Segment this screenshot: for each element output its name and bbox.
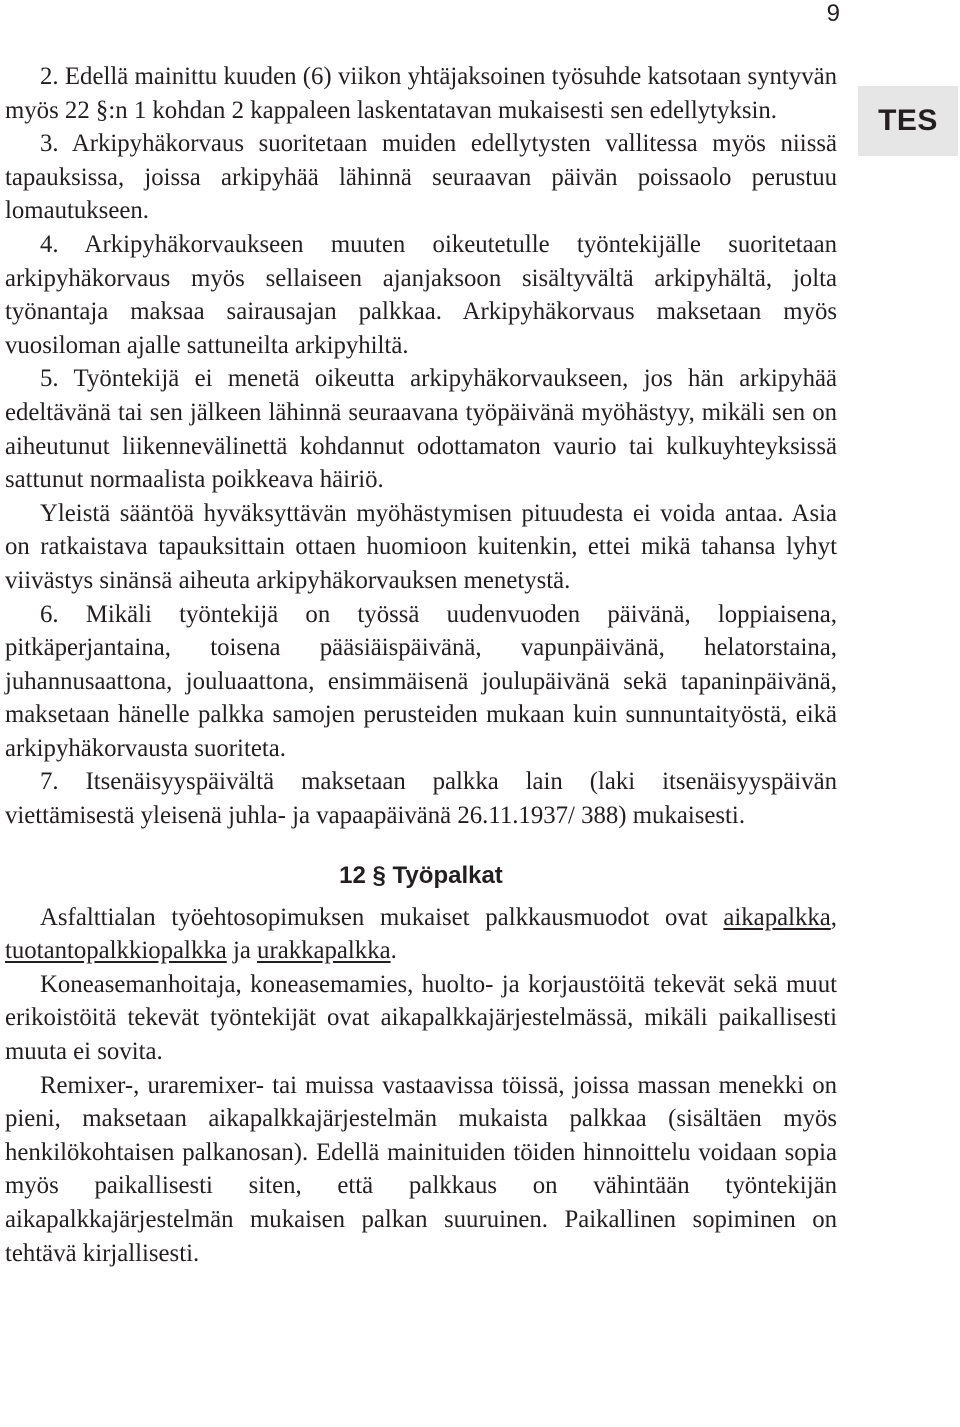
intro-text: Asfalttialan työehtosopimuksen mukaiset palkkausmuodot ovat xyxy=(40,903,724,931)
intro-separator-2: ja xyxy=(226,937,258,965)
term-tuotantopalkkiopalkka: tuotantopalkkiopalkka xyxy=(5,937,227,965)
paragraph-5: 5. Työntekijä ei menetä oikeutta arkipyhäkorvaukseen, jos hän arkipyhää edeltävänä tai sen jälkeen lähinnä seuraavana työpäivänä myöhästyy, mikäli sen on aiheutunut liikennevälinettä kohdannut odottamaton vaurio tai kulkuyhteyksissä sattunut normaalista poikkeava häiriö. xyxy=(5,365,837,494)
section-tab-label: TES xyxy=(858,86,958,156)
term-aikapalkka: aikapalkka xyxy=(723,903,831,931)
document-body xyxy=(5,60,837,1270)
paragraph-2: 2. Edellä mainittu kuuden (6) viikon yhtäjaksoinen työsuhde katsotaan syntyvän myös 22 §:n 1 kohdan 2 kappaleen laskentatavan mukaisesti sen edellytyksin. xyxy=(5,63,837,124)
page-number: 9 xyxy=(826,0,840,27)
intro-end: . xyxy=(390,937,397,965)
paragraph-6: 6. Mikäli työntekijä on työssä uudenvuoden päivänä, loppiaisena, pitkäperjantaina, toisena pääsiäispäivänä, vapunpäivänä, helatorstaina, juhannusaattona, jouluaattona, ensimmäisenä joulupäivänä sekä tapaninpäivänä, maksetaan hänelle palkka samojen perusteiden mukaan kuin sunnuntaityöstä, eikä arkipyhäkorvausta suoriteta. xyxy=(5,600,837,762)
section-intro xyxy=(5,901,837,968)
intro-separator-1: , xyxy=(830,903,837,931)
section-paragraph-c: Remixer-, uraremixer- tai muissa vastaavissa töissä, joissa massan menekki on pieni, maksetaan aikapalkkajärjestelmän mukaista palkkaa (sisältäen myös henkilökohtaisen palkanosan). Edellä mainituiden töiden hinnoittelu voidaan sopia myös paikallisesti siten, että palkkaus on vähintään työntekijän aikapalkkajärjestelmän mukaisen palkan suuruinen. Paikallinen sopiminen on tehtävä kirjallisesti. xyxy=(5,1071,837,1267)
paragraph-3: 3. Arkipyhäkorvaus suoritetaan muiden edellytysten vallitessa myös niissä tapauksissa, joissa arkipyhää lähinnä seuraavan päivän poissaolo perustuu lomautukseen. xyxy=(5,130,837,225)
paragraph-4: 4. Arkipyhäkorvaukseen muuten oikeutetulle työntekijälle suoritetaan arkipyhäkorvaus myös sellaiseen ajanjaksoon sisältyvältä arkipyhältä, jolta työnantaja maksaa sairausajan palkkaa. Arkipyhäkorvaus maksetaan myös vuosiloman ajalle sattuneilta arkipyhiltä. xyxy=(5,230,837,359)
section-paragraph-b: Koneasemanhoitaja, koneasemamies, huolto- ja korjaustöitä tekevät sekä muut erikoistöitä tekevät työntekijät ovat aikapalkkajärjestelmässä, mikäli paikallisesti muuta ei sovita. xyxy=(5,970,837,1066)
paragraph-7: 7. Itsenäisyyspäivältä maksetaan palkka lain (laki itsenäisyyspäivän viettämisestä yleisenä juhla- ja vapaapäivänä 26.11.1937/ 388) mukaisesti. xyxy=(5,768,837,830)
section-heading: 12 § Työpalkat xyxy=(339,861,503,889)
term-urakkapalkka: urakkapalkka xyxy=(257,937,391,965)
paragraph-5-continued: Yleistä sääntöä hyväksyttävän myöhästymisen pituudesta ei voida antaa. Asia on ratkaistava tapauksittain ottaen huomioon kuitenkin, ettei mikä tahansa lyhyt viivästys sinänsä aiheuta arkipyhäkorvauksen menetystä. xyxy=(5,499,837,594)
